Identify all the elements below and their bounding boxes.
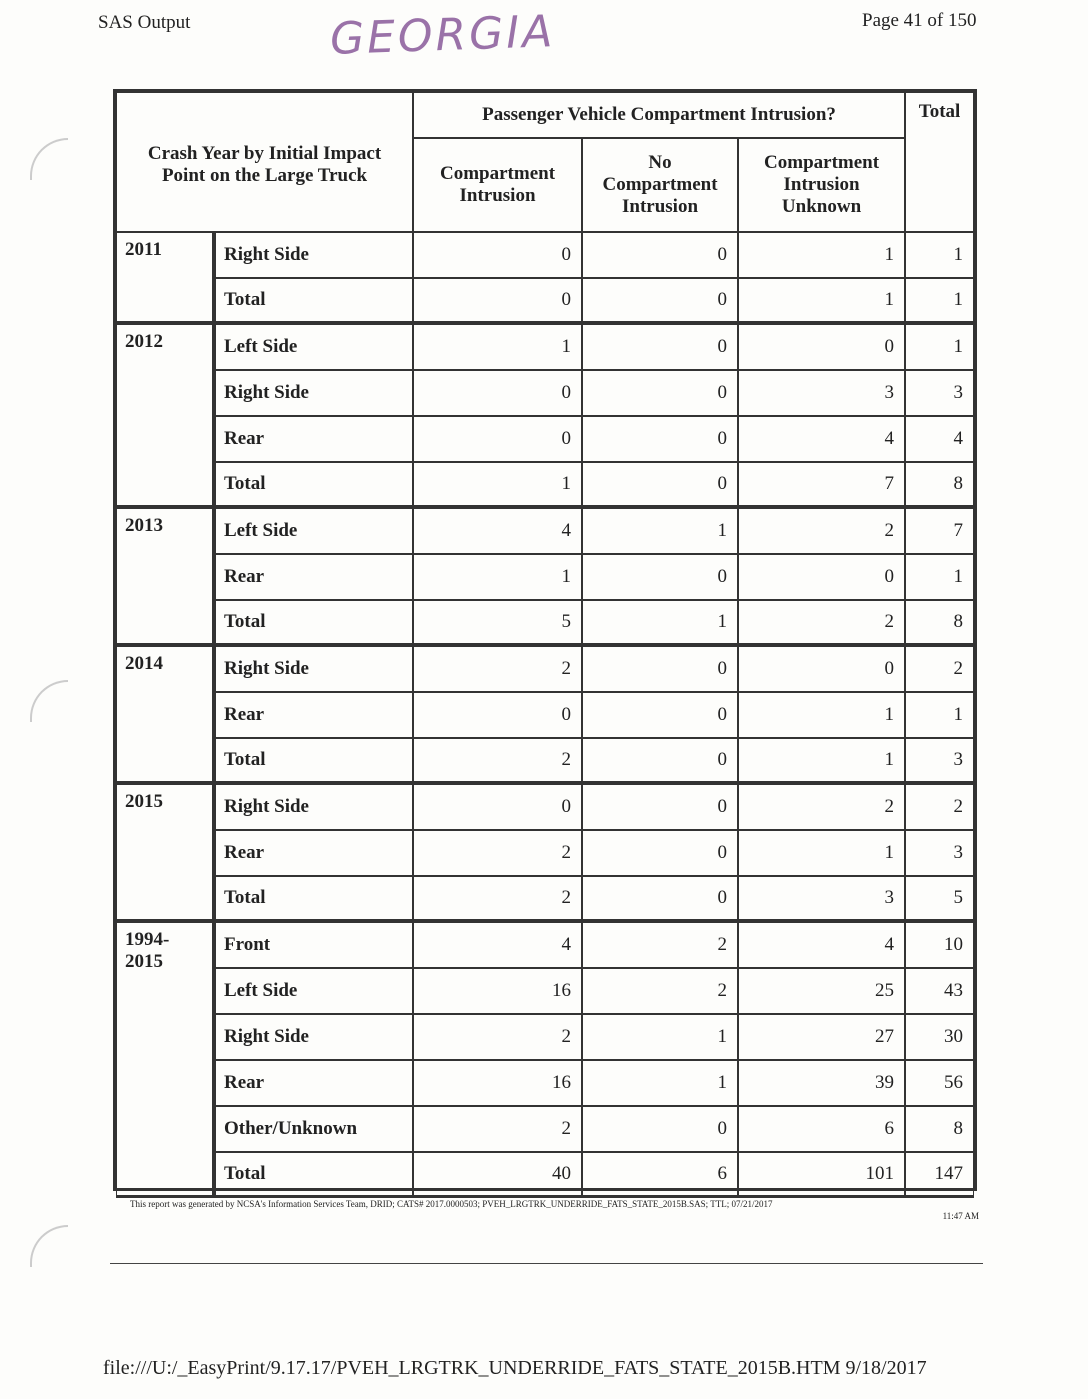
value-cell: 0 <box>413 692 582 738</box>
crash-year-cell: 2014 <box>116 646 213 784</box>
row-total-cell: 1 <box>905 232 974 278</box>
value-cell: 1 <box>738 232 905 278</box>
table-row <box>116 554 974 600</box>
impact-point-cell: Total <box>213 738 413 784</box>
value-cell: 2 <box>413 1106 582 1152</box>
table-row <box>116 646 974 692</box>
page-number: Page 41 of 150 <box>862 10 977 31</box>
value-cell: 0 <box>413 784 582 830</box>
row-total-cell: 1 <box>905 278 974 324</box>
table-row <box>116 876 974 922</box>
value-cell: 0 <box>582 554 738 600</box>
value-cell: 16 <box>413 968 582 1014</box>
value-cell: 1 <box>738 738 905 784</box>
divider-line <box>110 1263 983 1264</box>
value-cell: 2 <box>738 600 905 646</box>
table-row <box>116 416 974 462</box>
impact-point-cell: Total <box>213 462 413 508</box>
table-row <box>116 738 974 784</box>
value-cell: 0 <box>413 232 582 278</box>
table-row <box>116 830 974 876</box>
row-total-cell: 8 <box>905 600 974 646</box>
impact-point-cell: Total <box>213 876 413 922</box>
value-cell: 16 <box>413 1060 582 1106</box>
impact-point-cell: Right Side <box>213 784 413 830</box>
impact-point-cell: Rear <box>213 830 413 876</box>
row-total-cell: 5 <box>905 876 974 922</box>
table-row <box>116 278 974 324</box>
value-cell: 2 <box>413 830 582 876</box>
table-row <box>116 1106 974 1152</box>
row-total-cell: 8 <box>905 1106 974 1152</box>
row-total-cell: 4 <box>905 416 974 462</box>
handwritten-state-note: GEORGIA <box>329 6 557 65</box>
report-footnote <box>130 1198 979 1222</box>
impact-point-cell: Total <box>213 600 413 646</box>
value-cell: 0 <box>413 278 582 324</box>
value-cell: 2 <box>738 508 905 554</box>
column-header: Compartment Intrusion Unknown <box>738 138 905 232</box>
value-cell: 2 <box>582 922 738 968</box>
value-cell: 2 <box>413 738 582 784</box>
impact-point-cell: Total <box>213 278 413 324</box>
value-cell: 1 <box>582 600 738 646</box>
value-cell: 0 <box>582 830 738 876</box>
impact-point-cell: Right Side <box>213 232 413 278</box>
impact-point-cell: Left Side <box>213 324 413 370</box>
punch-hole-mark <box>30 138 68 180</box>
table-row <box>116 232 974 278</box>
value-cell: 39 <box>738 1060 905 1106</box>
footnote-line: This report was generated by NCSA's Information Services Team, DRID; CATS# 2017.0000503; PVEH_LRGTRK_UNDERRIDE_FATS_STATE_2015B.SAS; TTL; 07/21/2017 <box>130 1199 773 1209</box>
value-cell: 1 <box>582 1014 738 1060</box>
impact-point-cell: Rear <box>213 416 413 462</box>
column-header: No Compartment Intrusion <box>582 138 738 232</box>
value-cell: 3 <box>738 370 905 416</box>
value-cell: 25 <box>738 968 905 1014</box>
impact-point-cell: Right Side <box>213 370 413 416</box>
value-cell: 0 <box>582 462 738 508</box>
value-cell: 1 <box>738 830 905 876</box>
row-total-cell: 1 <box>905 692 974 738</box>
table-row <box>116 968 974 1014</box>
value-cell: 4 <box>738 922 905 968</box>
value-cell: 27 <box>738 1014 905 1060</box>
value-cell: 1 <box>738 692 905 738</box>
row-total-cell: 1 <box>905 554 974 600</box>
row-total-cell: 3 <box>905 370 974 416</box>
value-cell: 1 <box>413 324 582 370</box>
value-cell: 0 <box>582 646 738 692</box>
value-cell: 2 <box>413 646 582 692</box>
crosstab-table <box>116 92 974 1198</box>
value-cell: 2 <box>738 784 905 830</box>
table-body <box>116 232 974 1198</box>
table-row <box>116 508 974 554</box>
footnote-time: 11:47 AM <box>942 1211 979 1221</box>
table-row <box>116 1060 974 1106</box>
row-total-cell: 43 <box>905 968 974 1014</box>
impact-point-cell: Left Side <box>213 508 413 554</box>
row-total-cell: 2 <box>905 646 974 692</box>
value-cell: 0 <box>582 692 738 738</box>
value-cell: 3 <box>738 876 905 922</box>
table-row <box>116 692 974 738</box>
row-total-cell: 10 <box>905 922 974 968</box>
value-cell: 0 <box>413 416 582 462</box>
row-total-cell: 56 <box>905 1060 974 1106</box>
value-cell: 4 <box>413 922 582 968</box>
impact-point-cell: Left Side <box>213 968 413 1014</box>
impact-point-cell: Rear <box>213 554 413 600</box>
value-cell: 0 <box>582 416 738 462</box>
row-total-cell: 147 <box>905 1152 974 1198</box>
value-cell: 1 <box>582 1060 738 1106</box>
value-cell: 101 <box>738 1152 905 1198</box>
value-cell: 1 <box>413 462 582 508</box>
value-cell: 0 <box>413 370 582 416</box>
row-total-cell: 3 <box>905 738 974 784</box>
table-row <box>116 462 974 508</box>
value-cell: 6 <box>738 1106 905 1152</box>
impact-point-cell: Rear <box>213 1060 413 1106</box>
value-cell: 0 <box>738 646 905 692</box>
crash-year-cell: 2012 <box>116 324 213 508</box>
row-header: Crash Year by Initial Impact Point on the Large Truck <box>116 92 413 232</box>
crash-year-cell: 2015 <box>116 784 213 922</box>
impact-point-cell: Front <box>213 922 413 968</box>
impact-point-cell: Rear <box>213 692 413 738</box>
crash-year-cell: 1994-2015 <box>116 922 213 1198</box>
value-cell: 1 <box>413 554 582 600</box>
value-cell: 0 <box>582 738 738 784</box>
value-cell: 4 <box>413 508 582 554</box>
crash-year-cell: 2013 <box>116 508 213 646</box>
table-row <box>116 1152 974 1198</box>
table-row <box>116 324 974 370</box>
value-cell: 0 <box>582 324 738 370</box>
impact-point-cell: Other/Unknown <box>213 1106 413 1152</box>
value-cell: 7 <box>738 462 905 508</box>
table-row <box>116 370 974 416</box>
row-total-cell: 8 <box>905 462 974 508</box>
value-cell: 40 <box>413 1152 582 1198</box>
value-cell: 4 <box>738 416 905 462</box>
value-cell: 0 <box>738 554 905 600</box>
value-cell: 1 <box>738 278 905 324</box>
crash-year-cell: 2011 <box>116 232 213 324</box>
value-cell: 0 <box>582 876 738 922</box>
value-cell: 2 <box>582 968 738 1014</box>
impact-point-cell: Right Side <box>213 1014 413 1060</box>
value-cell: 2 <box>413 1014 582 1060</box>
value-cell: 2 <box>413 876 582 922</box>
row-total-cell: 1 <box>905 324 974 370</box>
punch-hole-mark <box>30 1225 68 1267</box>
table-row <box>116 600 974 646</box>
group-header: Passenger Vehicle Compartment Intrusion? <box>413 92 905 138</box>
punch-hole-mark <box>30 680 68 722</box>
value-cell: 0 <box>582 232 738 278</box>
table-row <box>116 922 974 968</box>
table-row <box>116 784 974 830</box>
value-cell: 0 <box>582 370 738 416</box>
total-column-header: Total <box>905 92 974 232</box>
file-path-footer: file:///U:/_EasyPrint/9.17.17/PVEH_LRGTRK_UNDERRIDE_FATS_STATE_2015B.HTM 9/18/2017 <box>103 1357 927 1379</box>
impact-point-cell: Right Side <box>213 646 413 692</box>
impact-point-cell: Total <box>213 1152 413 1198</box>
row-total-cell: 3 <box>905 830 974 876</box>
value-cell: 0 <box>582 784 738 830</box>
value-cell: 0 <box>582 1106 738 1152</box>
report-source-label: SAS Output <box>98 12 191 33</box>
column-header: Compartment Intrusion <box>413 138 582 232</box>
row-total-cell: 30 <box>905 1014 974 1060</box>
value-cell: 5 <box>413 600 582 646</box>
table-row <box>116 1014 974 1060</box>
row-total-cell: 7 <box>905 508 974 554</box>
row-total-cell: 2 <box>905 784 974 830</box>
value-cell: 0 <box>582 278 738 324</box>
value-cell: 0 <box>738 324 905 370</box>
value-cell: 1 <box>582 508 738 554</box>
value-cell: 6 <box>582 1152 738 1198</box>
